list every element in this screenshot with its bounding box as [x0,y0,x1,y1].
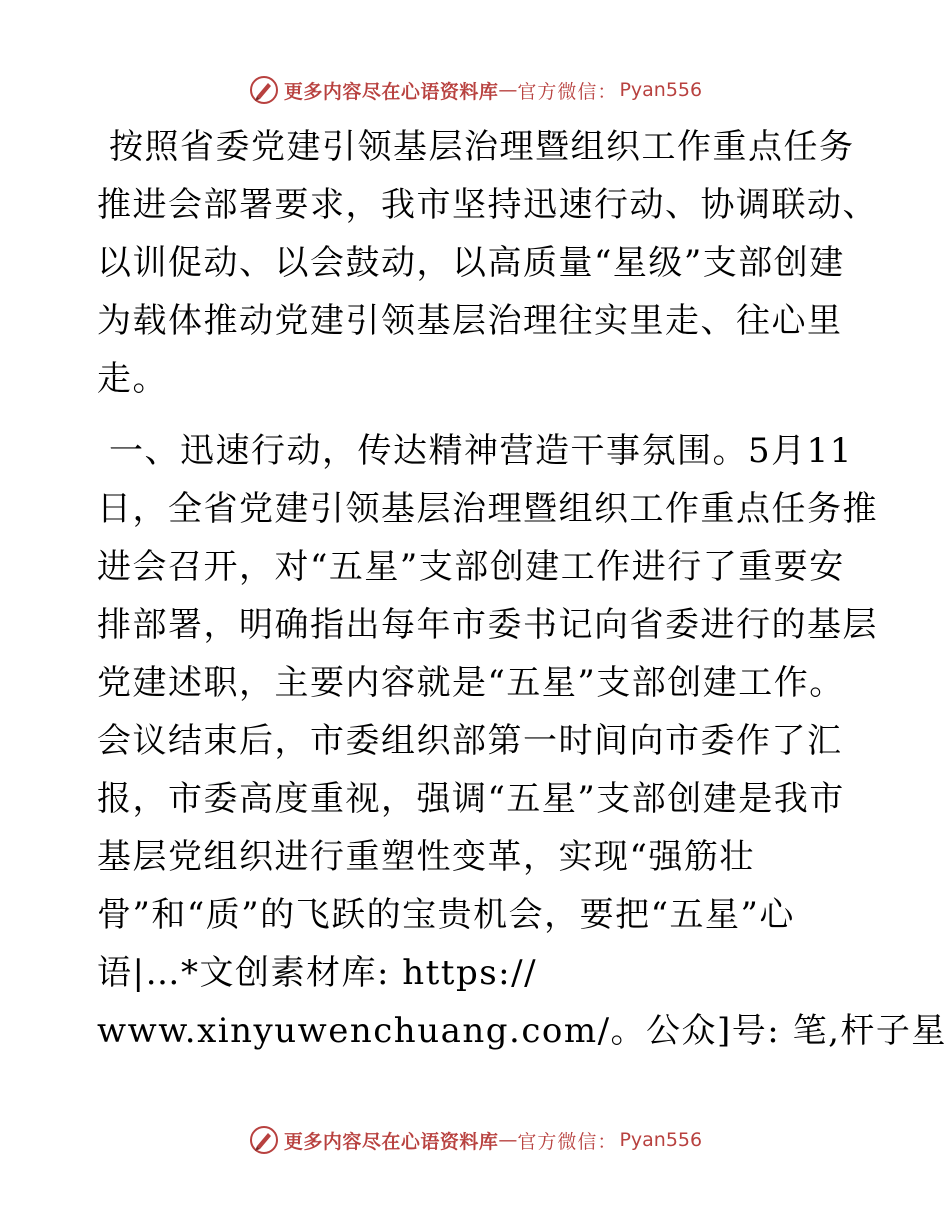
text-line: 语|…*文创素材库: https:// [97,953,538,993]
text-line: 日，全省党建引领基层治理暨组织工作重点任务推 [97,489,878,529]
watermark-main-text: 更多内容尽在心语资料库 [283,1130,499,1153]
text-line: www.xinyuwenchuang.com/。公众]号: 笔,杆子星 [97,1011,947,1051]
watermark-separator: — [498,1129,518,1151]
paragraph-2 [97,427,947,1065]
text-line: 走。 [97,359,168,399]
text-line: 基层党组织进行重塑性变革，实现“强筋壮 [97,837,755,877]
text-line: 党建述职，主要内容就是“五星”支部创建工作。 [97,663,845,703]
document-body [97,123,947,1065]
text-line: 以训促动、以会鼓动，以高质量“星级”支部创建 [97,243,845,283]
text-line: 进会召开，对“五星”支部创建工作进行了重要安 [97,547,845,587]
text-line: 骨”和“质”的飞跃的宝贵机会，要把“五星”心 [97,895,795,935]
footer-watermark [0,1120,950,1160]
text-line: 为载体推动党建引领基层治理往实里走、往心里 [97,301,843,341]
text-line-content: 按照省委党建引领基层治理暨组织工作重点任务 [109,127,855,167]
watermark-wechat-id: Pyan556 [619,1129,703,1151]
watermark-wechat-label: 官方微信： [517,1130,618,1153]
text-line [97,123,857,181]
text-line: 排部署，明确指出每年市委书记向省委进行的基层 [97,605,878,645]
text-line: 推进会部署要求，我市坚持迅速行动、协调联动、 [97,185,878,225]
watermark-separator: — [498,79,518,101]
header-watermark [0,70,950,110]
pen-logo-icon [248,1124,280,1156]
watermark-wechat-label: 官方微信： [517,80,618,103]
pen-logo-icon [248,74,280,106]
watermark-main-text: 更多内容尽在心语资料库 [283,80,499,103]
watermark-wechat-id: Pyan556 [619,79,703,101]
paragraph-1 [97,123,878,413]
text-line [97,427,857,485]
text-line: 会议结束后，市委组织部第一时间向市委作了汇 [97,721,843,761]
text-line-content: 一、迅速行动，传达精神营造干事氛围。5月11 [109,431,853,471]
text-line: 报，市委高度重视，强调“五星”支部创建是我市 [97,779,845,819]
